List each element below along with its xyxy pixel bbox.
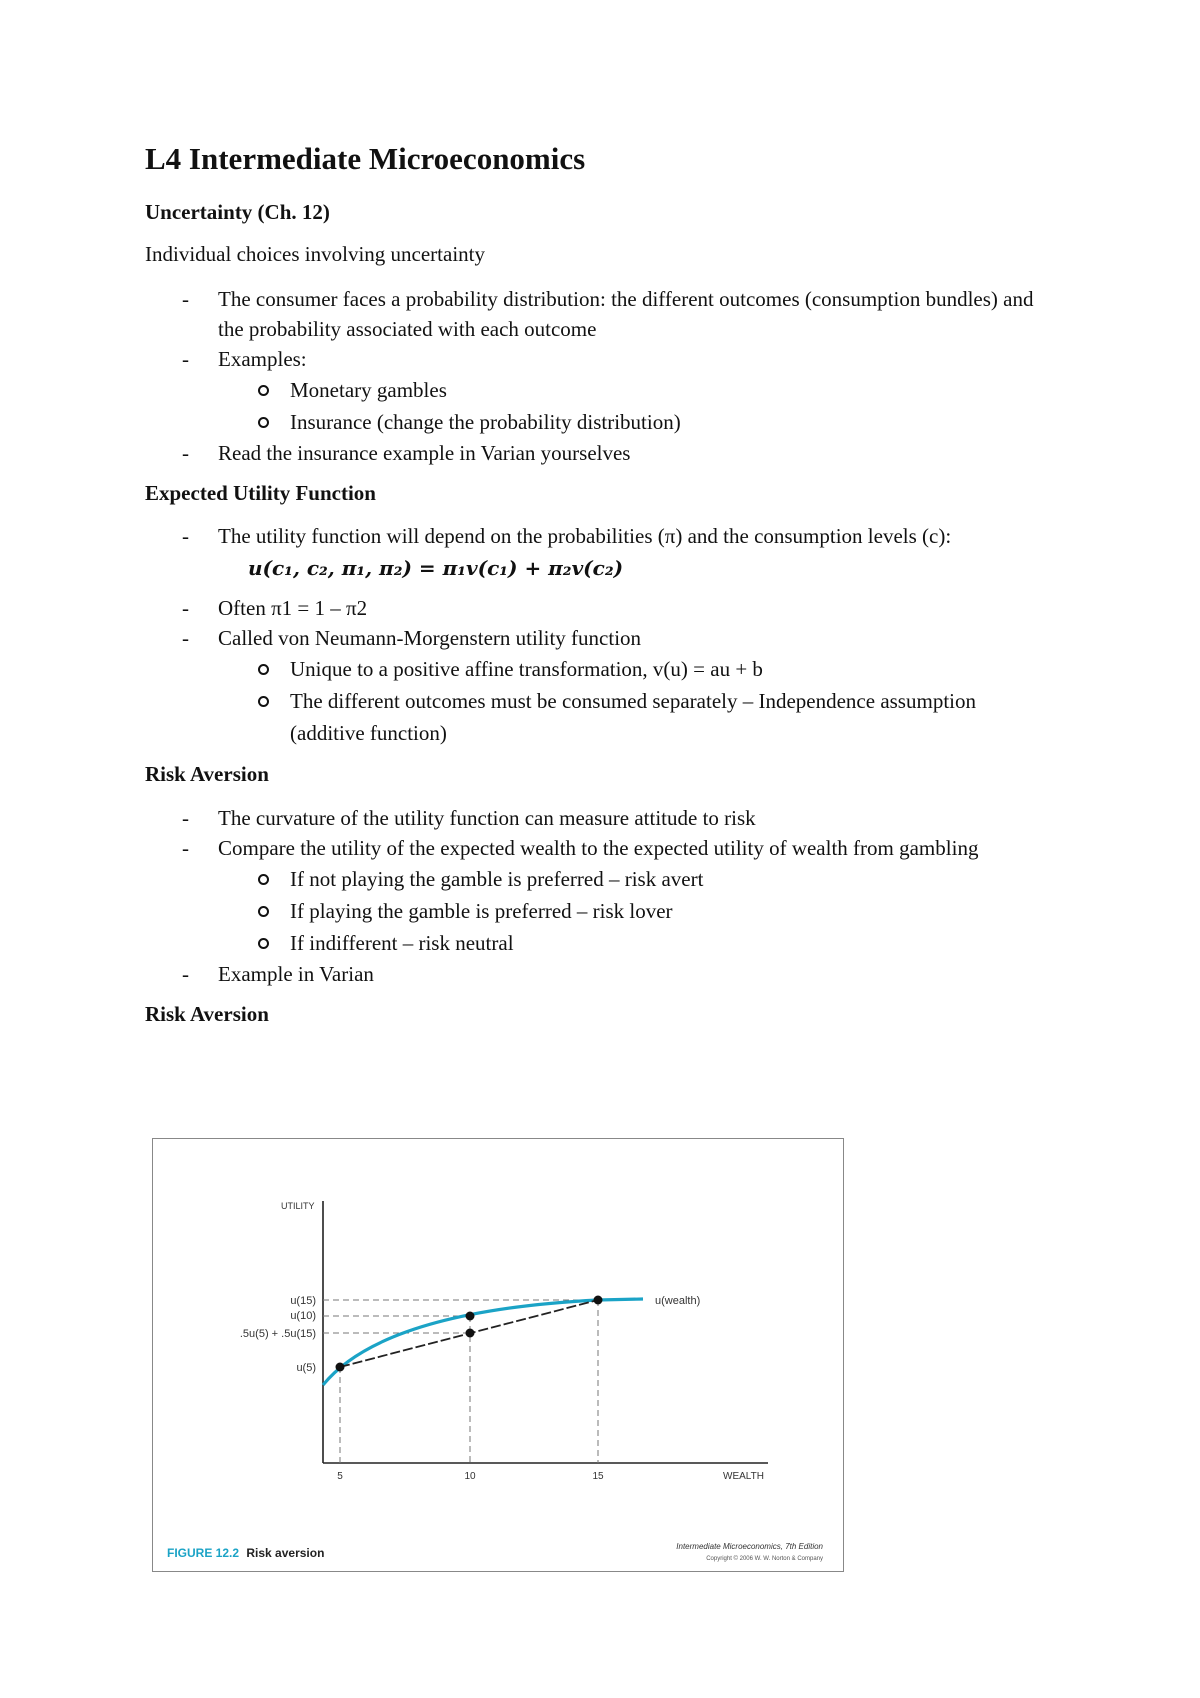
point-u15 <box>594 1296 603 1305</box>
sub-list-item: Unique to a positive affine transformation, v(u) = au + b <box>218 653 1045 685</box>
utility-formula: u(c₁, c₂, π₁, π₂) = π₁v(c₁) + π₂v(c₂) <box>248 556 624 581</box>
caption-label: FIGURE 12.2 <box>167 1546 240 1560</box>
list-item <box>145 623 1045 749</box>
sub-list-item: The different outcomes must be consumed separately – Independence assumption (additive function) <box>218 685 1045 749</box>
x-tick: 5 <box>337 1471 343 1482</box>
point-u10 <box>466 1312 475 1321</box>
list-item <box>145 521 1045 583</box>
heading-risk-aversion: Risk Aversion <box>145 762 269 787</box>
heading-expected-utility: Expected Utility Function <box>145 480 376 505</box>
heading-uncertainty: Uncertainty (Ch. 12) <box>145 200 330 225</box>
point-avg <box>466 1329 475 1338</box>
risk-aversion-list <box>145 803 1045 989</box>
risk-aversion-figure <box>152 1138 844 1572</box>
sub-list <box>218 653 1045 749</box>
label-u5: u(5) <box>296 1362 316 1374</box>
credit-line-1: Intermediate Microeconomics, 7th Edition <box>676 1542 823 1551</box>
x-tick: 15 <box>592 1471 604 1482</box>
label-u10: u(10) <box>290 1310 316 1322</box>
point-u5 <box>336 1363 345 1372</box>
sub-list <box>218 374 1045 438</box>
list-item-text: The utility function will depend on the probabilities (π) and the consumption levels (c): <box>218 524 952 549</box>
list-item: - Read the insurance example in Varian yourselves <box>145 438 1045 468</box>
expected-utility-list <box>145 521 1045 749</box>
uncertainty-lead: Individual choices involving uncertainty <box>145 242 485 267</box>
utility-curve <box>323 1299 643 1385</box>
document-title: L4 Intermediate Microeconomics <box>145 141 586 176</box>
sub-list-item: Insurance (change the probability distribution) <box>218 406 1045 438</box>
list-item: - Example in Varian <box>145 959 1045 989</box>
label-u15: u(15) <box>290 1295 316 1307</box>
label-avg: .5u(5) + .5u(15) <box>239 1328 316 1340</box>
list-item: - The consumer faces a probability distribution: the different outcomes (consumption bundles) and the probability associated with each outcome <box>145 284 1045 344</box>
list-item: - Often π1 = 1 – π2 <box>145 593 1045 623</box>
list-item <box>145 344 1045 438</box>
sub-list-item: Monetary gambles <box>218 374 1045 406</box>
sub-list-item: If playing the gamble is preferred – risk lover <box>218 895 1045 927</box>
list-item-text: Compare the utility of the expected wealth to the expected utility of wealth from gambling <box>218 835 979 860</box>
credit-line-2: Copyright © 2006 W. W. Norton & Company <box>706 1556 823 1562</box>
curve-label: u(wealth) <box>655 1295 701 1307</box>
list-item <box>145 833 1045 959</box>
x-tick: 10 <box>464 1471 476 1482</box>
sub-list-item: If indifferent – risk neutral <box>218 927 1045 959</box>
caption-title: Risk aversion <box>246 1546 325 1560</box>
list-item-text: Examples: <box>218 346 307 371</box>
list-item-text: Called von Neumann-Morgenstern utility function <box>218 626 642 651</box>
x-axis-label: WEALTH <box>723 1471 764 1482</box>
figure-caption <box>167 1546 324 1560</box>
y-axis-label: UTILITY <box>281 1201 315 1211</box>
document-page <box>145 140 1045 1042</box>
sub-list <box>218 863 1045 959</box>
heading-risk-aversion-figure: Risk Aversion <box>145 1001 269 1026</box>
list-item: - The curvature of the utility function can measure attitude to risk <box>145 803 1045 833</box>
uncertainty-list <box>145 284 1045 468</box>
sub-list-item: If not playing the gamble is preferred – risk avert <box>218 863 1045 895</box>
